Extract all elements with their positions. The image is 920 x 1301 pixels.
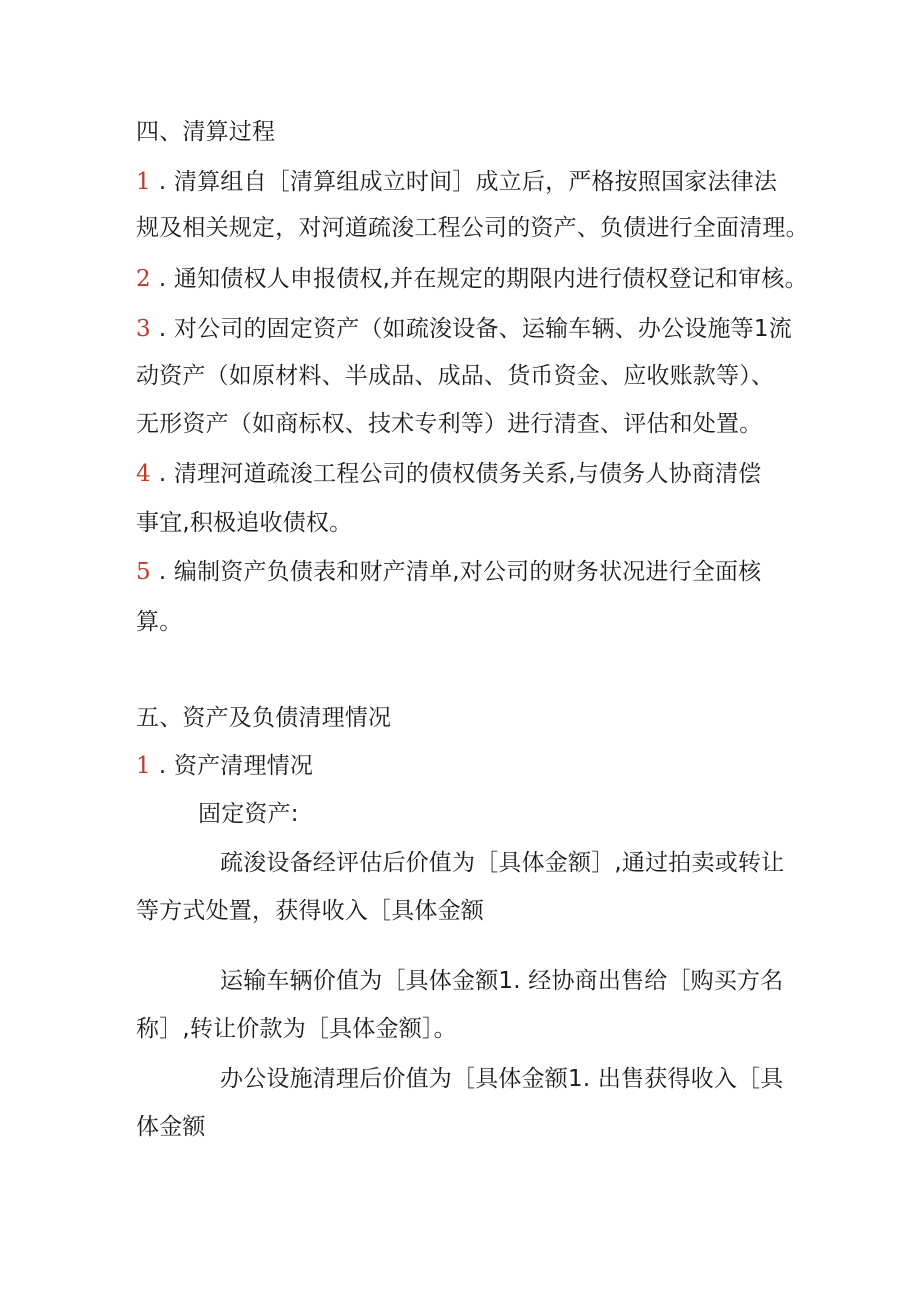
list-item-4-line-2: 事宜,积极追收债权。 (136, 510, 353, 536)
list-item-3-line-2: 动资产（如原材料、半成品、成品、货币资金、应收账款等）、 (136, 363, 775, 389)
paragraph-2-line-2: 称］,转让价款为［具体金额］。 (136, 1016, 457, 1042)
list-item-5-line-2: 算。 (136, 609, 183, 635)
item-text: . 资产清理情况 (158, 753, 314, 779)
paragraph-1-line-1: 疏浚设备经评估后价值为［具体金额］,通过拍卖或转让 (220, 850, 785, 876)
item-text: . 清算组自［清算组成立时间］成立后，严格按照国家法律法 (158, 169, 778, 195)
list-item-2-line-1 (136, 264, 808, 294)
section-heading-4: 四、清算过程 (136, 119, 276, 145)
subsection-1-heading (136, 751, 313, 781)
fixed-assets-label: 固定资产: (198, 801, 299, 827)
list-item-1-line-1 (136, 167, 777, 197)
item-text: . 对公司的固定资产（如疏浚设备、运输车辆、办公设施等1流 (158, 316, 792, 342)
item-number: 4 (136, 461, 151, 487)
paragraph-1-line-2: 等方式处置，获得收入［具体金额 (136, 898, 484, 924)
item-number: 2 (136, 266, 151, 292)
item-number: 5 (136, 559, 151, 585)
paragraph-3-line-2: 体金额 (136, 1114, 206, 1140)
list-item-3-line-3: 无形资产（如商标权、技术专利等）进行清查、评估和处置。 (136, 411, 763, 437)
item-number: 3 (136, 316, 151, 342)
item-text: . 清理河道疏浚工程公司的债权债务关系,与债务人协商清偿 (158, 461, 762, 487)
item-number: 1 (136, 753, 151, 779)
list-item-1-line-2: 规及相关规定，对河道疏浚工程公司的资产、负债进行全面清理。 (136, 215, 809, 241)
list-item-3-line-1 (136, 314, 792, 344)
item-text: . 通知债权人申报债权,并在规定的期限内进行债权登记和审核。 (158, 266, 808, 292)
item-number: 1 (136, 169, 151, 195)
paragraph-3-line-1: 办公设施清理后价值为［具体金额1. 出售获得收入［具 (220, 1066, 784, 1092)
section-heading-5: 五、资产及负债清理情况 (136, 705, 392, 731)
item-text: . 编制资产负债表和财产清单,对公司的财务状况进行全面核 (158, 559, 762, 585)
paragraph-2-line-1: 运输车辆价值为［具体金额1. 经协商出售给［购买方名 (220, 968, 784, 994)
list-item-5-line-1 (136, 557, 761, 587)
list-item-4-line-1 (136, 459, 761, 489)
